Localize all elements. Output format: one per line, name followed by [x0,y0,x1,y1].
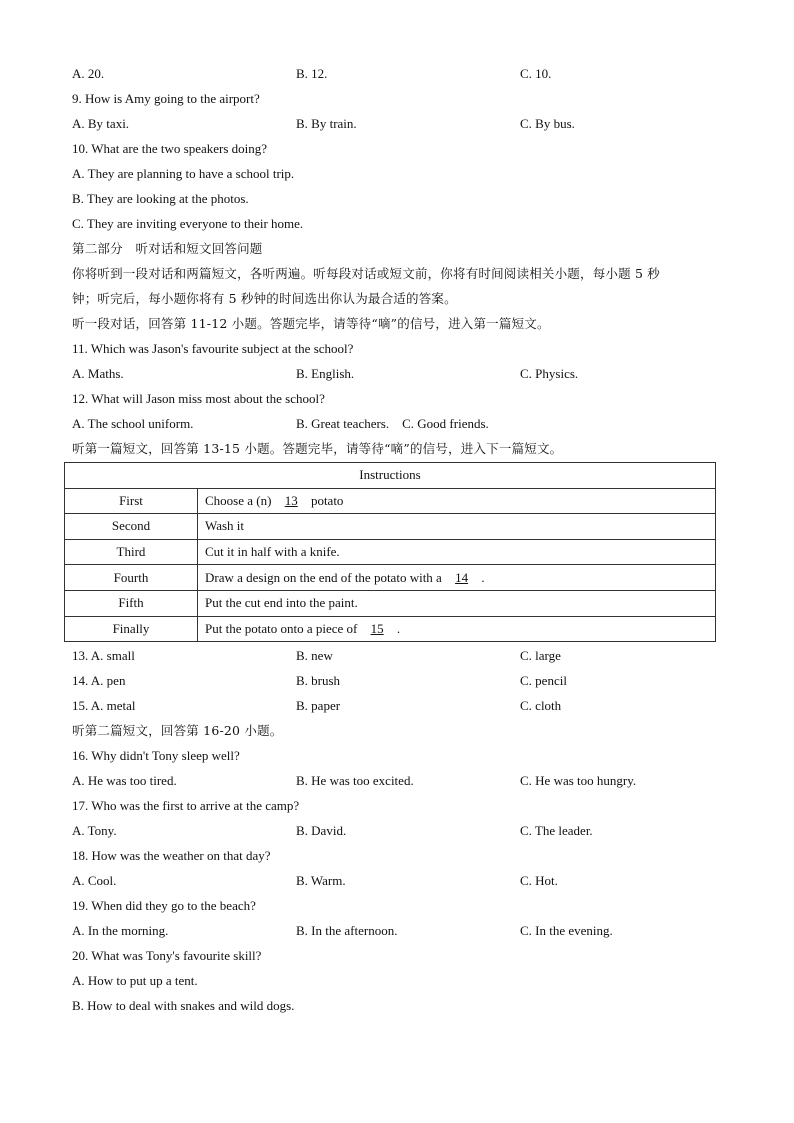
step-description [198,488,716,514]
q14-option-b: B. brush [296,673,341,689]
q18-option-a: A. Cool. [72,873,117,889]
step-text: Put the potato onto a piece of [205,620,361,636]
step-label: Third [65,539,198,565]
passage2-instructions: 听第二篇短文，回答第 16-20 小题。 [72,723,283,739]
q13-options [72,643,732,668]
step-label: Fifth [65,590,198,616]
step-description: Put the cut end into the paint. [198,590,716,616]
q9-options [72,111,732,136]
step-text-end: potato [307,492,344,508]
q8-option-c: C. 10. [520,66,552,81]
q8-option-a: A. 20. [72,66,105,81]
q10-option-a: A. They are planning to have a school trip. [72,166,295,181]
q9-option-c: C. By bus. [520,116,575,131]
q15-option-c: C. cloth [520,698,562,714]
passage1-instructions: 听第一篇短文，回答第 13-15 小题。答题完毕，请等待“嘀”的信号，进入下一篇短文。 [72,441,563,456]
q9-option-b: B. By train. [296,116,357,131]
instructions-table [64,462,716,642]
answer-blank-13: 13 [284,492,298,508]
q11-option-b: B. English. [296,366,355,381]
q17-option-b: B. David. [296,823,347,839]
step-text-end: . [393,620,401,636]
step-label: First [65,488,198,514]
q14-option-a: 14. A. pen [72,673,126,689]
part2-title: 第二部分 听对话和短文回答问题 [72,241,263,256]
q9-question: 9. How is Amy going to the airport? [72,91,260,106]
q11-options [72,361,732,386]
step-description [198,616,716,642]
q10-option-c: C. They are inviting everyone to their home. [72,216,304,231]
exam-page [72,61,732,1018]
part2-instructions-line1: 你将听到一段对话和两篇短文，各听两遍。听每段对话或短文前，你将有时间阅读相关小题，每小题 5 秒 [72,266,661,281]
dialogue-instructions: 听一段对话，回答第 11-12 小题。答题完毕，请等待“嘀”的信号，进入第一篇短文。 [72,316,550,331]
q11-option-a: A. Maths. [72,366,124,381]
q17-options [72,818,732,843]
step-label: Second [65,514,198,540]
q10-question: 10. What are the two speakers doing? [72,141,268,156]
q12-question: 12. What will Jason miss most about the school? [72,391,325,406]
q16-option-b: B. He was too excited. [296,773,414,789]
q20-question: 20. What was Tony's favourite skill? [72,948,262,964]
step-text: Draw a design on the end of the potato with a [205,569,446,585]
q13-option-c: C. large [520,648,561,664]
q17-option-c: C. The leader. [520,823,593,839]
q10-option-b: B. They are looking at the photos. [72,191,249,206]
q19-option-c: C. In the evening. [520,923,613,939]
q15-option-a: 15. A. metal [72,698,136,714]
table-row [65,616,716,642]
step-text: Choose a (n) [205,492,275,508]
q8-options [72,61,732,86]
step-label: Fourth [65,565,198,591]
answer-blank-14: 14 [455,569,469,585]
q18-question: 18. How was the weather on that day? [72,848,271,864]
table-row [65,590,716,616]
q9-option-a: A. By taxi. [72,116,130,131]
q12-option-bc: B. Great teachers. C. Good friends. [296,416,489,431]
q8-option-b: B. 12. [296,66,328,81]
q13-option-b: B. new [296,648,333,664]
table-row [65,539,716,565]
q16-options [72,768,732,793]
answer-blank-15: 15 [370,620,384,636]
q19-question: 19. When did they go to the beach? [72,898,256,914]
q15-option-b: B. paper [296,698,341,714]
q11-option-c: C. Physics. [520,366,579,381]
q16-option-c: C. He was too hungry. [520,773,637,789]
step-label: Finally [65,616,198,642]
q18-options [72,868,732,893]
step-description: Cut it in half with a knife. [198,539,716,565]
q18-option-c: C. Hot. [520,873,558,889]
table-row [65,514,716,540]
q17-question: 17. Who was the first to arrive at the camp? [72,798,300,814]
q16-option-a: A. He was too tired. [72,773,177,789]
step-description: Wash it [198,514,716,540]
table-row [65,565,716,591]
q13-option-a: 13. A. small [72,648,135,664]
table-row [65,488,716,514]
q12-option-a: A. The school uniform. [72,416,194,431]
step-text-end: . [478,569,485,585]
q19-option-a: A. In the morning. [72,923,169,939]
step-description [198,565,716,591]
table-header-row [65,463,716,489]
q18-option-b: B. Warm. [296,873,346,889]
q15-options [72,693,732,718]
q11-question: 11. Which was Jason's favourite subject at the school? [72,341,354,356]
q14-option-c: C. pencil [520,673,567,689]
table-header: Instructions [65,463,716,489]
q16-question: 16. Why didn't Tony sleep well? [72,748,240,764]
q20-option-b: B. How to deal with snakes and wild dogs. [72,998,295,1014]
q20-option-a: A. How to put up a tent. [72,973,198,989]
q17-option-a: A. Tony. [72,823,117,839]
q12-options [72,411,732,436]
q14-options [72,668,732,693]
q19-option-b: B. In the afternoon. [296,923,398,939]
part2-instructions-line2: 钟；听完后，每小题你将有 5 秒钟的时间选出你认为最合适的答案。 [72,291,457,306]
q19-options [72,918,732,943]
